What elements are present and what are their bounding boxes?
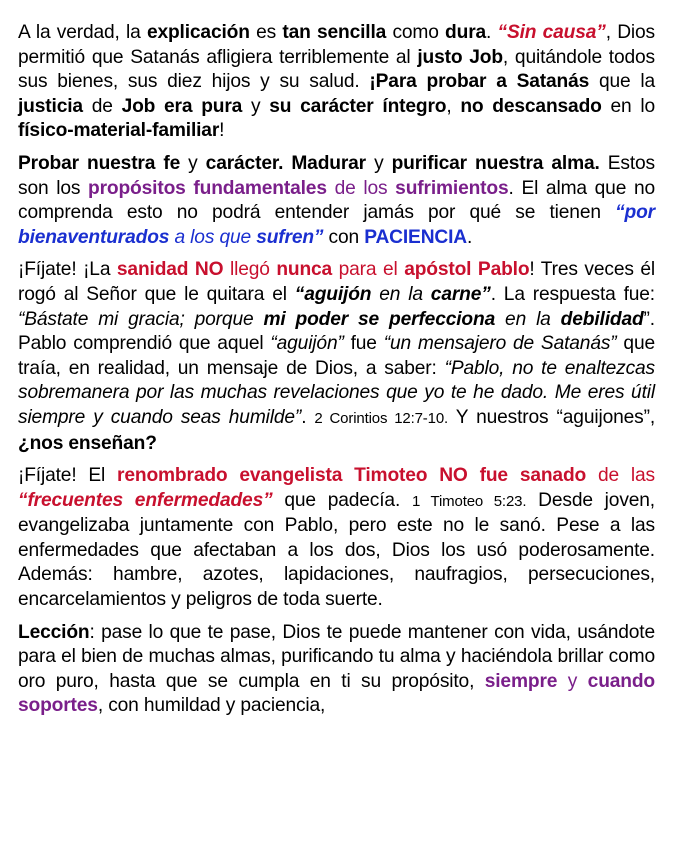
quote: “un mensajero de Satanás” [383, 333, 617, 355]
text: fue [343, 333, 384, 355]
text: como [386, 22, 446, 43]
text: A la verdad, la [18, 22, 147, 43]
quote: en la [495, 308, 561, 330]
quote-blue: a los que [169, 226, 257, 248]
text-bold: justicia [18, 95, 83, 117]
quote-bold: mi poder se perfecciona [263, 308, 496, 330]
text: Y nuestros “aguijones”, [448, 406, 655, 428]
text: y [242, 95, 270, 117]
text-bold: su carácter íntegro [269, 95, 447, 117]
text-bold: ¿nos enseñan? [18, 432, 157, 454]
text: en lo [601, 95, 655, 117]
text: Estos son los [18, 152, 656, 199]
text-bold: justo Job [417, 46, 503, 68]
quote: “Pablo, no te enaltezcas sobremanera por las muchas revelaciones que yo te he dado. Me eres útil siempre y cuando seas humilde” [18, 357, 655, 428]
text-purple: de los [326, 177, 396, 199]
text: . [486, 22, 498, 43]
quote-bold: carne” [430, 283, 491, 305]
bible-reference: 1 Timoteo 5:23. [411, 492, 527, 510]
text: ¡Fíjate! El [18, 465, 118, 487]
text: , [446, 95, 461, 117]
text-red-bold: sanidad NO [116, 259, 224, 281]
text: de [82, 95, 122, 117]
text: ! Tres veces él rogó al Señor que le quitara el [18, 259, 655, 305]
text-bold: carácter. Madurar [205, 152, 366, 174]
text: , con humildad y paciencia, [97, 695, 326, 717]
quote-blue-bold: sufren” [256, 226, 324, 248]
text-purple: y [557, 670, 588, 692]
text-red: llegó [223, 259, 277, 281]
text: y [366, 152, 392, 174]
text: y [180, 152, 206, 174]
text: ¡Fíjate! ¡La [18, 259, 117, 281]
text-purple-bold: propósitos fundamentales [88, 177, 327, 199]
text: . El alma que no comprenda esto no podrá entender jamás por qué se tienen [18, 177, 655, 224]
quote: “aguijón” [270, 333, 344, 355]
text: es [249, 22, 283, 43]
document-page [18, 21, 655, 727]
quote: “Bástate mi gracia; porque [18, 308, 264, 330]
text: . [467, 226, 473, 248]
text-red: de las [586, 465, 655, 487]
text-purple-bold: siempre [484, 670, 558, 692]
text-red-bold: nunca [276, 259, 333, 281]
paragraph-timoteo [18, 464, 655, 613]
text: que padecía. [272, 489, 412, 511]
text: , Dios permitió que Satanás afligiera terriblemente al [18, 22, 655, 68]
text: , quitándole todos sus bienes, sus diez hijos y su salud. [18, 46, 655, 93]
text-purple-bold: sufrimientos [395, 177, 509, 199]
paragraph-leccion [18, 621, 655, 719]
text: . [301, 406, 315, 428]
text: . La respuesta fue: [490, 283, 655, 305]
text-red: para el [332, 259, 405, 281]
quote: en la [371, 283, 431, 305]
text: que traía, en realidad, un mensaje de Dios, a saber: [18, 333, 655, 379]
text-bold: físico-material-familiar [18, 120, 220, 142]
quote-red: “frecuentes enfermedades” [18, 489, 273, 511]
text: con [323, 226, 365, 248]
bible-reference: 2 Corintios 12:7-10. [314, 409, 449, 427]
text-bold: no descansado [460, 95, 602, 117]
quote-red: “Sin causa” [497, 22, 606, 43]
quote-blue-bold: “por bienaventurados [18, 202, 655, 248]
text: que la [589, 71, 656, 93]
text-bold: dura [445, 22, 487, 43]
quote-bold: “aguijón [294, 283, 372, 305]
text-bold: Probar nuestra fe [18, 152, 181, 174]
text: : pase lo que te pase, Dios te puede mantener con vida, usándote para el bien de muchas almas, purificando tu alma y haciéndola brillar como oro puro, hasta que se cumpla en ti su propósito, [18, 621, 655, 692]
text-blue-bold: PACIENCIA [364, 226, 468, 248]
paragraph-job [18, 21, 655, 144]
paragraph-pablo [18, 258, 655, 456]
text-bold: purificar nuestra alma. [391, 152, 600, 174]
text: ! [219, 120, 225, 142]
text-red-bold: apóstol Pablo [404, 259, 530, 281]
text: Desde joven, evangelizaba juntamente con Pablo, pero este no le sanó. Pese a las enfermedades que afectaban a los dos, Dios los usó poderosamente. Además: hambre, azotes, lapidaciones, naufragios, persecuciones, encarcelamientos y peligros de toda suerte. [18, 489, 655, 611]
text-red-bold: renombrado evangelista Timoteo NO fue sanado [117, 465, 587, 487]
text-bold: Job era pura [121, 95, 243, 117]
text-bold: ¡Para probar a Satanás [369, 71, 590, 93]
text-bold: tan sencilla [282, 22, 387, 43]
text-bold: explicación [146, 22, 250, 43]
paragraph-purpose [18, 152, 655, 250]
quote-bold: debilidad [560, 308, 644, 330]
text-bold: Lección [18, 621, 90, 643]
text-purple-bold: cuando soportes [18, 670, 655, 717]
text: ”. Pablo comprendió que aquel [18, 308, 655, 355]
